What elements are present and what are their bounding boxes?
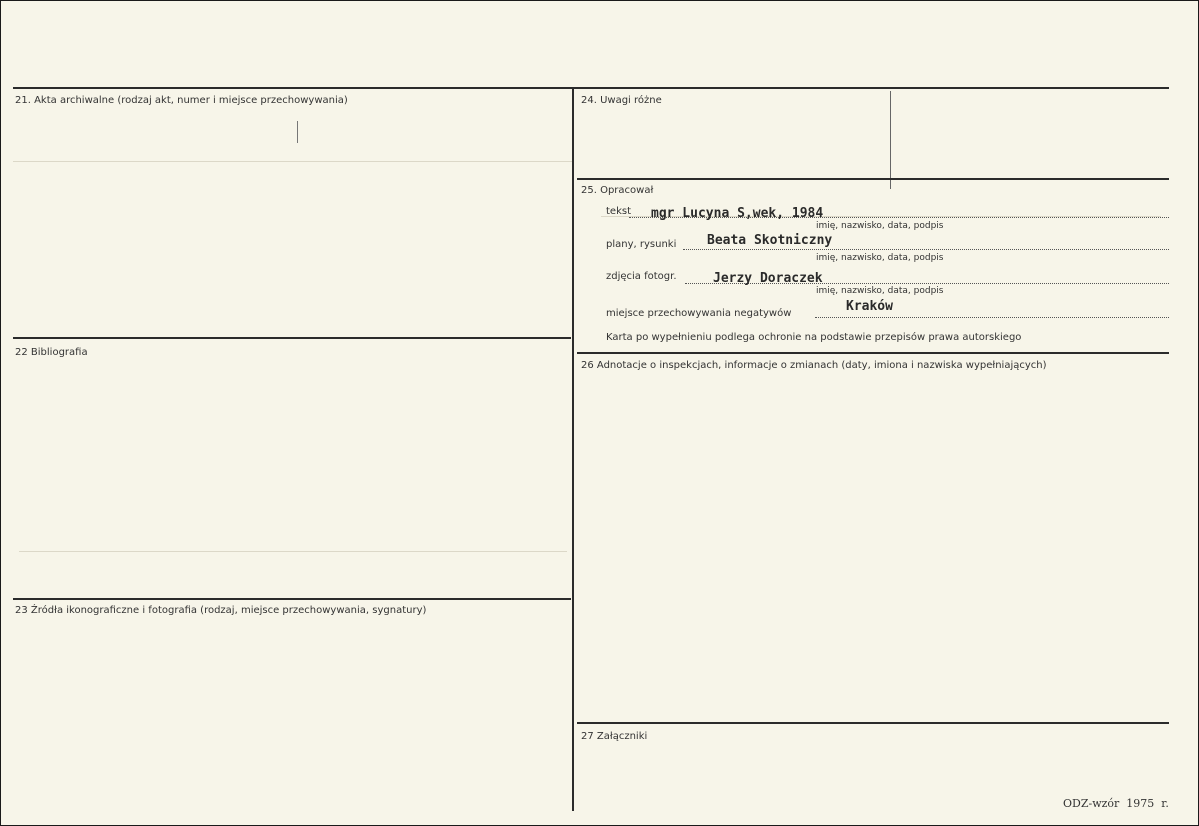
- section-24-inner-divider: [890, 91, 891, 189]
- rule-26-27: [577, 722, 1169, 724]
- section-24-label: 24. Uwagi różne: [581, 95, 662, 106]
- text-author-value: mgr Lucyna S,wek, 1984: [651, 206, 824, 221]
- form-year-suffix: r.: [1161, 797, 1169, 810]
- plans-author-value: Beata Skotniczny: [707, 233, 833, 248]
- text-label: tekst: [606, 206, 631, 217]
- form-code: ODZ-wzór: [1063, 797, 1120, 810]
- ghost-line: [19, 551, 567, 552]
- section-21-label: 21. Akta archiwalne (rodzaj akt, numer i miejsce przechowywania): [15, 95, 348, 106]
- tick-mark: [297, 121, 298, 143]
- photos-author-value: Jerzy Doraczek: [713, 271, 823, 286]
- plans-label: plany, rysunki: [606, 239, 677, 250]
- negatives-location-value: Kraków: [846, 299, 893, 314]
- rule-25-26: [577, 352, 1169, 354]
- copyright-note: Karta po wypełnieniu podlega ochronie na podstawie przepisów prawa autorskiego: [606, 332, 1022, 343]
- negatives-label: miejsce przechowywania negatywów: [606, 308, 792, 319]
- section-22-label: 22 Bibliografia: [15, 347, 88, 358]
- top-rule: [13, 87, 1169, 89]
- signature-hint: imię, nazwisko, data, podpis: [816, 221, 944, 231]
- section-26-label: 26 Adnotacje o inspekcjach, informacje o zmianach (daty, imiona i nazwiska wypełniających): [581, 360, 1047, 371]
- section-23-label: 23 Źródła ikonograficzne i fotografia (rodzaj, miejsce przechowywania, sygnatury): [15, 605, 427, 616]
- section-27-label: 27 Załączniki: [581, 731, 648, 742]
- form-code-footer: [1063, 797, 1169, 810]
- photos-label: zdjęcia fotogr.: [606, 271, 677, 282]
- ghost-line: [13, 161, 573, 162]
- negatives-field-line: [815, 317, 1169, 318]
- form-year: 1975: [1126, 797, 1155, 810]
- signature-hint: imię, nazwisko, data, podpis: [816, 286, 944, 296]
- rule-22-23: [13, 598, 571, 600]
- plans-field-line: [683, 249, 1169, 250]
- rule-21-22: [13, 337, 571, 339]
- signature-hint: imię, nazwisko, data, podpis: [816, 253, 944, 263]
- section-25-label: 25. Opracował: [581, 185, 654, 196]
- center-divider: [572, 89, 574, 811]
- rule-24-25: [577, 178, 1169, 180]
